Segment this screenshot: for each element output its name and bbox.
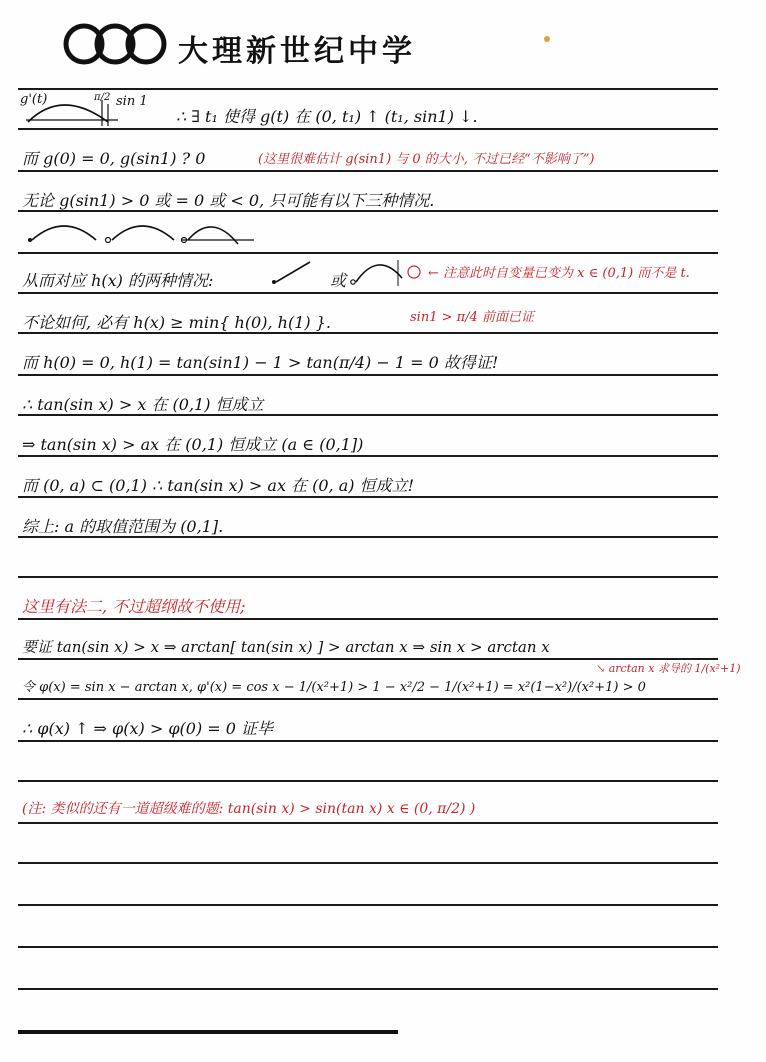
page-header: [60, 14, 700, 74]
ruled-line: [18, 740, 718, 742]
line-12-text: 这里有法二, 不过超纲故不使用;: [22, 597, 246, 616]
line-8-text: ∴ tan(sin x) > x 在 (0,1) 恒成立: [22, 395, 264, 414]
line-7-text: 而 h(0) = 0, h(1) = tan(sin1) − 1 > tan(π/4) − 1 = 0 故得证!: [22, 353, 499, 372]
line-5-text: 从而对应 h(x) 的两种情况:: [22, 271, 214, 290]
case-b-sketch-icon: [348, 256, 424, 288]
ruled-line: [18, 988, 718, 990]
ruled-line: [18, 170, 718, 172]
line-15-text: ∴ φ(x) ↑ ⇒ φ(x) > φ(0) = 0 证毕: [22, 719, 274, 738]
line-11-text: 综上: a 的取值范围为 (0,1].: [22, 517, 224, 536]
line-2-text: 而 g(0) = 0, g(sin1) ? 0: [22, 149, 206, 168]
line-5-or: 或: [330, 271, 347, 290]
line-5-note: ← 注意此时自变量已变为 x ∈ (0,1) 而不是 t.: [428, 266, 690, 281]
school-name: 大理新世纪中学: [178, 34, 416, 69]
ruled-line: [18, 252, 718, 254]
line-16-text: (注: 类似的还有一道超级难的题: tan(sin x) > sin(tan x) x ∈ (0, π/2) ): [22, 801, 476, 817]
ruled-line: [18, 946, 718, 948]
case-sketches-icon: [24, 214, 264, 250]
ruled-line: [18, 292, 718, 294]
case-a-sketch-icon: [270, 258, 314, 288]
ruled-line: [18, 496, 718, 498]
line-6-note: sin1 > π/4 前面已证: [410, 310, 534, 325]
line-1-sin: sin 1: [116, 94, 148, 109]
line-1-tick: π/2: [94, 92, 111, 103]
ruled-line: [18, 576, 718, 578]
ruled-line: [18, 780, 718, 782]
bottom-rule: [18, 1030, 398, 1034]
line-1-label: g'(t): [20, 92, 48, 107]
ruled-line: [18, 822, 718, 824]
ruled-line: [18, 904, 718, 906]
ruled-line: [18, 455, 718, 457]
line-3-text: 无论 g(sin1) > 0 或 = 0 或 < 0, 只可能有以下三种情况.: [22, 191, 435, 210]
line-14-text: 令 φ(x) = sin x − arctan x, φ'(x) = cos x − 1/(x²+1) > 1 − x²/2 − 1/(x²+1) = x²(1−x²)/(x²+1) > 0: [22, 680, 646, 695]
line-2-note: (这里很难估计 g(sin1) 与 0 的大小, 不过已经“不影响了”): [258, 152, 595, 167]
ruled-line: [18, 862, 718, 864]
school-logo-icon: [60, 14, 170, 74]
ruled-line: [18, 374, 718, 376]
ruled-line: [18, 698, 718, 700]
line-10-text: 而 (0, a) ⊂ (0,1) ∴ tan(sin x) > ax 在 (0, a) 恒成立!: [22, 476, 415, 495]
ruled-line: [18, 88, 718, 90]
line-1-text: ∴ ∃ t₁ 使得 g(t) 在 (0, t₁) ↑ (t₁, sin1) ↓.: [176, 107, 478, 126]
line-6-text: 不论如何, 必有 h(x) ≥ min{ h(0), h(1) }.: [22, 313, 331, 332]
line-9-text: ⇒ tan(sin x) > ax 在 (0,1) 恒成立 (a ∈ (0,1]): [22, 435, 364, 454]
ink-spot: [544, 36, 550, 42]
line-14-note: ↘ arctan x 求导的 1/(x²+1): [596, 662, 741, 675]
ruled-line: [18, 618, 718, 620]
line-13-text: 要证 tan(sin x) > x ⇒ arctan[ tan(sin x) ] > arctan x ⇒ sin x > arctan x: [22, 638, 550, 656]
ruled-line: [18, 128, 718, 130]
